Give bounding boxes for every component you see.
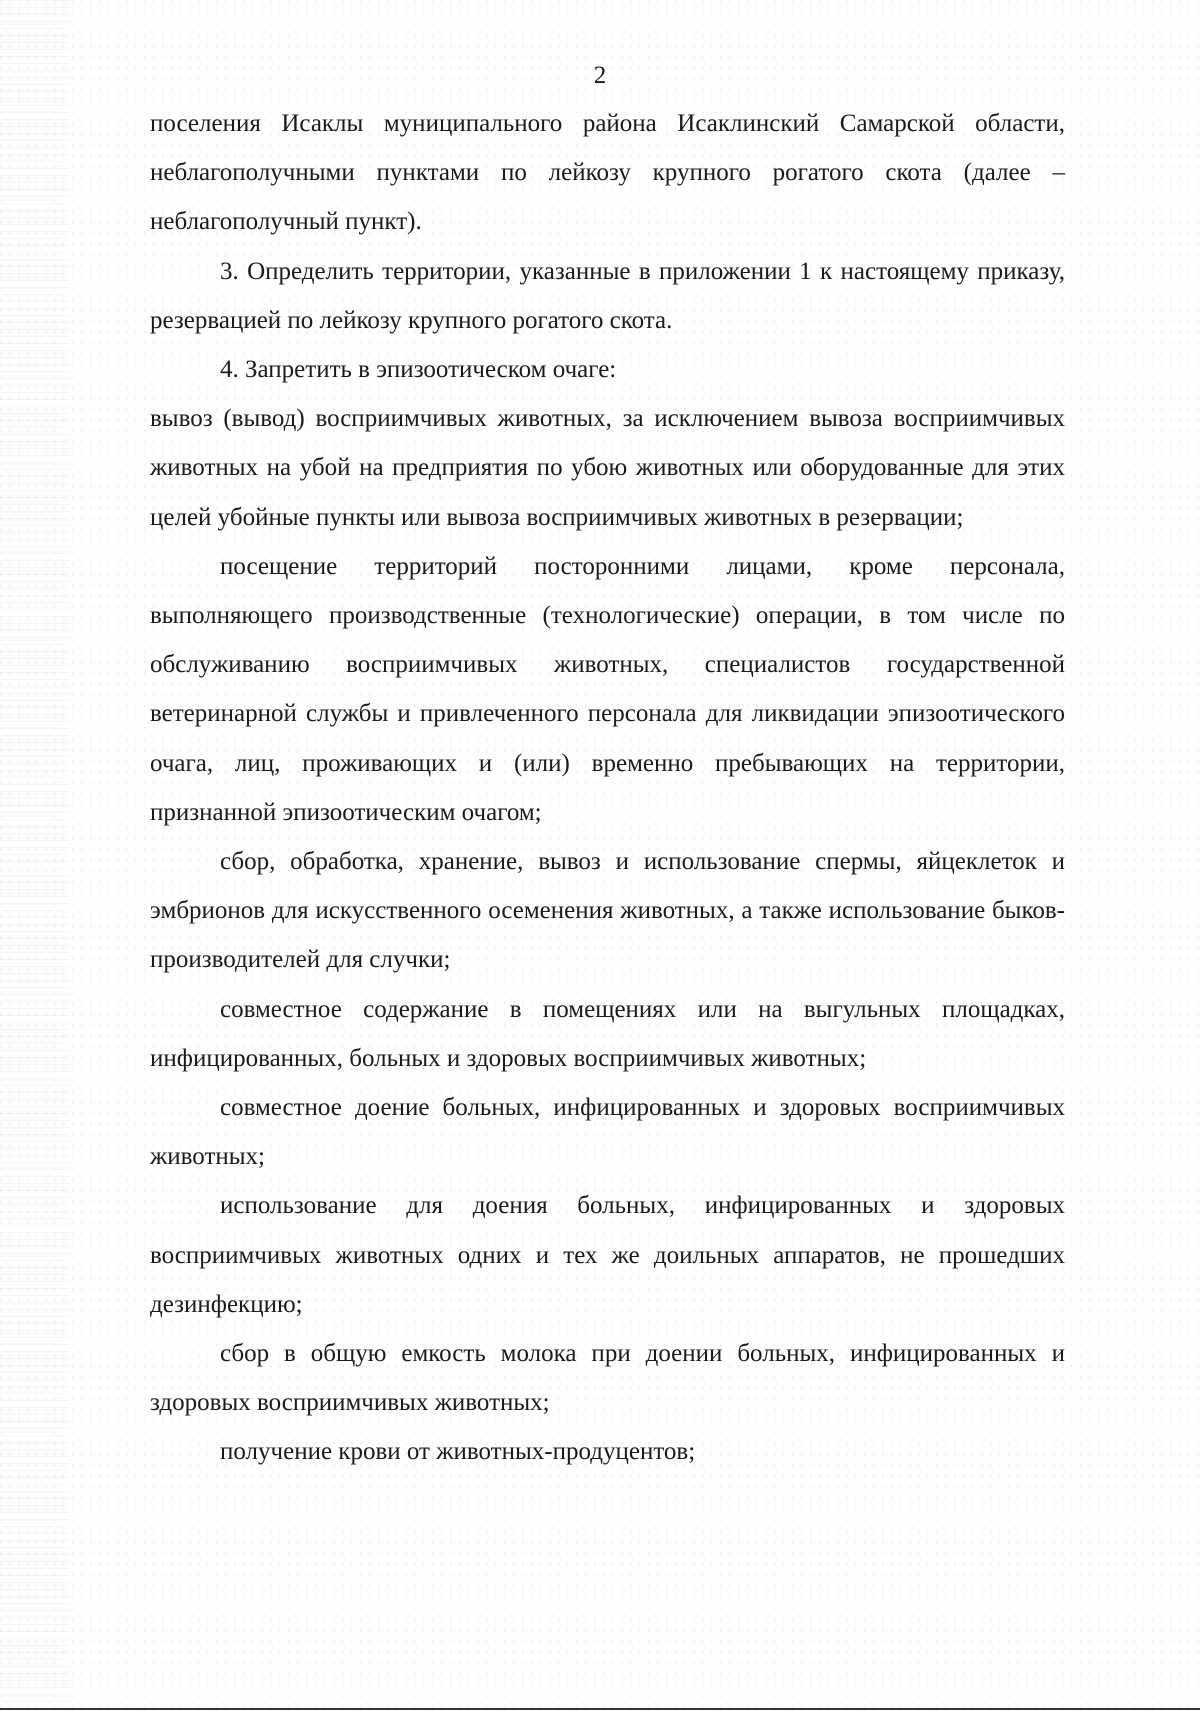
page-number: 2 [593, 62, 607, 89]
prohibition-blood: получение крови от животных-продуцентов; [220, 1438, 696, 1466]
prohibition-milk-collection: сбор в общую емкость молока при доении больных, инфицированных и здоровых восприимчивых животных; [150, 1340, 1065, 1417]
prohibition-removal: вывоз (вывод) восприимчивых животных, за исключением вывоза восприимчивых животных на убой на предприятия по убою животных или оборудованные для этих целей убойные пункты или вывоза восприимчивых животных в резервации; [150, 405, 1065, 531]
document-body [150, 99, 1065, 1477]
prohibition-joint-keeping: совместное содержание в помещениях или на выгульных площадках, инфицированных, больных и здоровых восприимчивых животных; [150, 995, 1065, 1072]
scan-noise-left [0, 0, 70, 1710]
paragraph-continuation: поселения Исаклы муниципального района Исаклинский Самарской области, неблагополучными пунктами по лейкозу крупного рогатого скота (далее – неблагополучный пункт). [150, 110, 1065, 236]
prohibition-joint-milking: совместное доение больных, инфицированных и здоровых восприимчивых животных; [150, 1094, 1065, 1171]
prohibition-milking-equipment: использование для доения больных, инфицированных и здоровых восприимчивых животных одних и тех же доильных аппаратов, не прошедших дезинфекцию; [150, 1192, 1065, 1318]
prohibition-semen: сбор, обработка, хранение, вывоз и использование спермы, яйцеклеток и эмбрионов для искусственного осеменения животных, а также использование быков-производителей для случки; [150, 848, 1065, 974]
prohibition-visits: посещение территорий посторонними лицами, кроме персонала, выполняющего производственные (технологические) операции, в том числе по обслуживанию восприимчивых животных, специалистов государственной ветеринарной службы и привлеченного персонала для ликвидации эпизоотического очага, лиц, проживающих и (или) временно пребывающих на территории, признанной эпизоотическим очагом; [150, 552, 1065, 826]
paragraph-item-4: 4. Запретить в эпизоотическом очаге: [220, 356, 617, 384]
paragraph-item-3: 3. Определить территории, указанные в приложении 1 к настоящему приказу, резервацией по лейкозу крупного рогатого скота. [150, 257, 1065, 334]
